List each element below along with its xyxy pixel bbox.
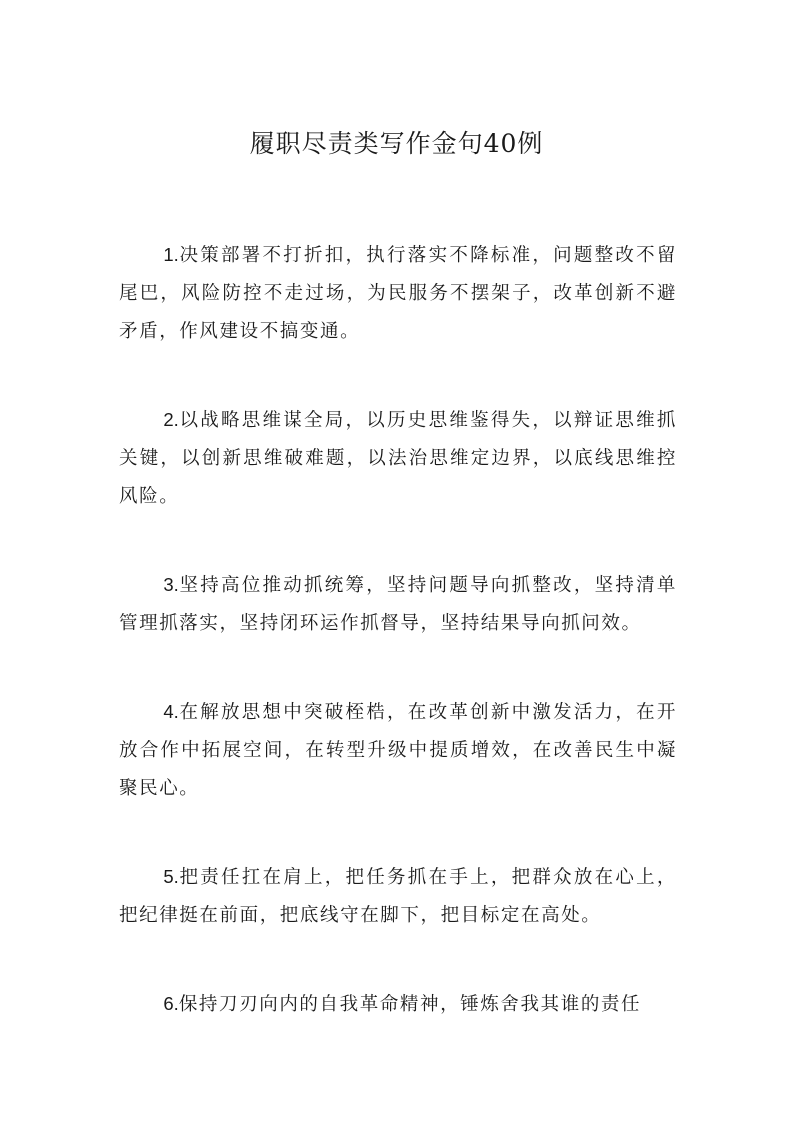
paragraph-2 bbox=[119, 401, 677, 516]
paragraph-number: 2. bbox=[163, 409, 179, 430]
paragraph-1 bbox=[119, 236, 677, 351]
paragraph-3 bbox=[119, 566, 677, 643]
paragraph-number: 5. bbox=[163, 866, 179, 887]
document-body bbox=[119, 236, 677, 1074]
paragraph-number: 6. bbox=[163, 993, 179, 1014]
paragraph-text: 把责任扛在肩上，把任务抓在手上，把群众放在心上，把纪律挺在前面，把底线守在脚下，把目标定在高处。 bbox=[119, 867, 677, 926]
paragraph-text: 保持刀刃向内的自我革命精神，锤炼舍我其谁的责任 bbox=[178, 994, 642, 1015]
paragraph-number: 3. bbox=[163, 574, 179, 595]
paragraph-4 bbox=[119, 693, 677, 808]
document-title: 履职尽责类写作金句40例 bbox=[249, 129, 544, 158]
paragraph-text: 坚持高位推动抓统筹，坚持问题导向抓整改，坚持清单管理抓落实，坚持闭环运作抓督导，坚持结果导向抓问效。 bbox=[119, 575, 677, 634]
paragraph-6 bbox=[119, 985, 677, 1024]
paragraph-number: 1. bbox=[163, 244, 179, 265]
paragraph-number: 4. bbox=[163, 701, 179, 722]
paragraph-text: 决策部署不打折扣，执行落实不降标准，问题整改不留尾巴，风险防控不走过场，为民服务不摆架子，改革创新不避矛盾，作风建设不搞变通。 bbox=[119, 245, 677, 342]
paragraph-text: 在解放思想中突破桎梏，在改革创新中激发活力，在开放合作中拓展空间，在转型升级中提质增效，在改善民生中凝聚民心。 bbox=[119, 702, 677, 799]
paragraph-text: 以战略思维谋全局，以历史思维鉴得失，以辩证思维抓关键，以创新思维破难题，以法治思维定边界，以底线思维控风险。 bbox=[119, 410, 677, 507]
paragraph-5 bbox=[119, 858, 677, 935]
